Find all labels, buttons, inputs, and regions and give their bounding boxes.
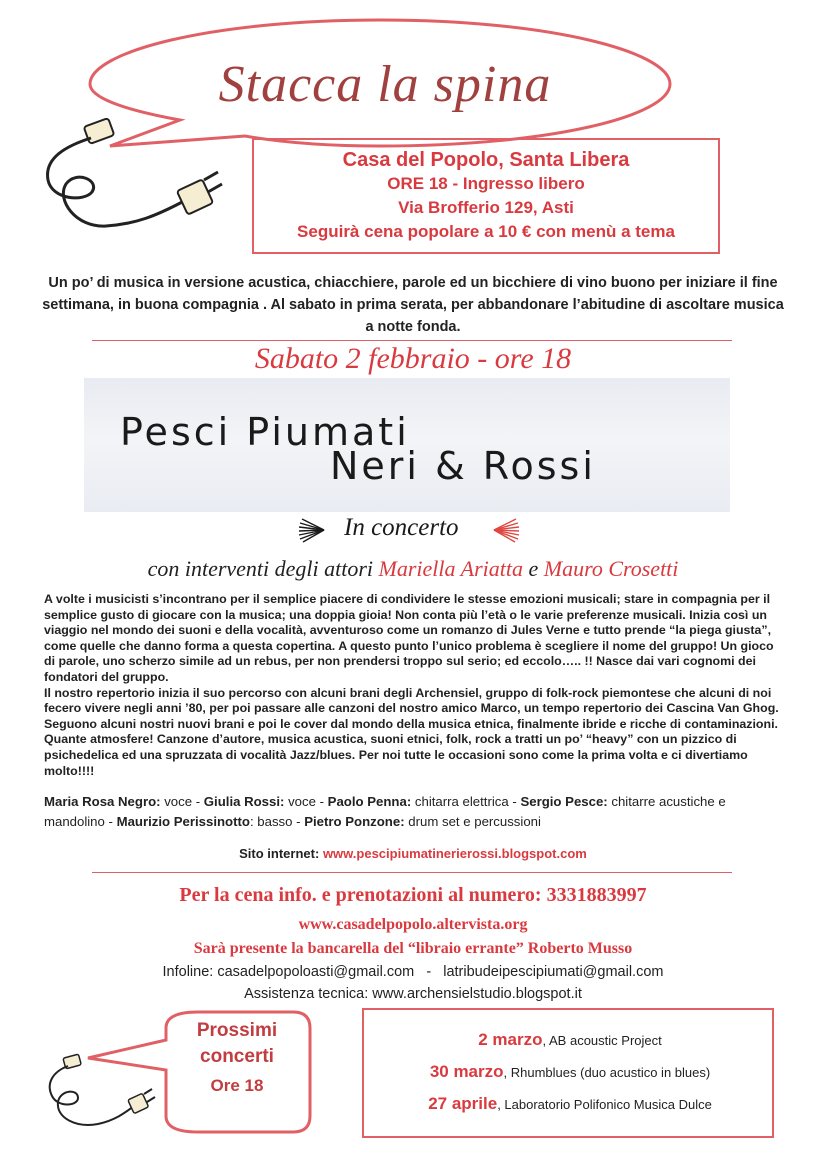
guests-conj: e	[528, 556, 539, 581]
actor-name: Mauro Crosetti	[543, 556, 679, 581]
member-name: Maurizio Perissinotto	[116, 814, 250, 829]
member-role: voce	[288, 794, 316, 809]
member-role: chitarra elettrica	[414, 794, 509, 809]
next-date-row: 2 marzo, AB acoustic Project	[478, 1030, 662, 1049]
event-date: Sabato 2 febbraio - ore 18	[254, 342, 572, 375]
band-name-line1: Pesci Piumati	[120, 410, 410, 454]
band-name-line2: Neri & Rossi	[330, 444, 596, 488]
member-role: voce	[164, 794, 193, 809]
bookstall-note: Sarà presente la bancarella del “libraio errante” Roberto Musso	[193, 940, 633, 957]
member-name: Maria Rosa Negro:	[44, 794, 161, 809]
venue-box	[252, 138, 720, 254]
member-name: Giulia Rossi:	[203, 794, 285, 809]
next-dates-box	[362, 1008, 774, 1138]
member-role: chitarre acustiche e mandolino	[44, 794, 726, 829]
infoline-row: Infoline: casadelpopoloasti@gmail.com - latribudeipescipiumati@gmail.com	[162, 964, 664, 980]
assist-label: Assistenza tecnica:	[244, 986, 369, 1002]
fan-icon	[490, 517, 520, 543]
member-name: Sergio Pesce:	[520, 794, 608, 809]
concert-label: In concerto	[344, 514, 459, 541]
infoline-label: Infoline:	[162, 964, 214, 980]
tech-assist-row	[40, 986, 786, 1002]
next-label-3: Ore 18	[210, 1076, 264, 1095]
venue-dinner: Seguirà cena popolare a 10 € con menù a tema	[297, 222, 675, 241]
concert-date: 27 aprile	[428, 1094, 498, 1113]
band-members: Maria Rosa Negro: voce - Giulia Rossi: voce - Paolo Penna: chitarra elettrica - Sergio Pesce: chitarre acustiche e mandolino - Maurizio Perissinotto: basso - Pietro Ponzone: drum set e percussioni	[44, 794, 726, 829]
concert-date: 2 marzo	[478, 1030, 543, 1049]
venue-name: Casa del Popolo, Santa Libera	[342, 149, 630, 171]
member-role: drum set e percussioni	[408, 814, 541, 829]
website-row	[40, 846, 786, 861]
plug-icon	[36, 118, 226, 238]
booking-phone: Per la cena info. e prenotazioni al numero: 3331883997	[179, 884, 647, 906]
next-concerts-label	[172, 1018, 302, 1098]
fan-icon	[298, 517, 328, 543]
divider	[92, 340, 732, 341]
venue-time: ORE 18 - Ingresso libero	[387, 174, 585, 193]
member-name: Paolo Penna:	[327, 794, 412, 809]
casa-website-link[interactable]: www.casadelpopolo.altervista.org	[298, 916, 528, 933]
intro-text: Un po’ di musica in versione acustica, chiacchiere, parole ed un bicchiere di vino buono per iniziare il fine settimana, in buona compagnia . Al sabato in prima serata, per abbandonare l’abitudine di ascoltare musica a notte fonda.	[42, 275, 784, 335]
concert-act: Laboratorio Polifonico Musica Dulce	[504, 1097, 712, 1112]
next-label-2: concerti	[200, 1046, 274, 1067]
concert-date: 30 marzo	[429, 1062, 504, 1081]
poster-title: Stacca la spina	[218, 56, 552, 113]
concert-act: AB acoustic Project	[549, 1033, 662, 1048]
assist-link[interactable]: www.archensielstudio.blogspot.it	[372, 986, 582, 1002]
actor-name: Mariella Ariatta	[378, 556, 523, 581]
next-date-row: 30 marzo, Rhumblues (duo acustico in blues)	[429, 1062, 711, 1081]
email-link[interactable]: latribudeipescipiumati@gmail.com	[443, 964, 664, 980]
next-label-1: Prossimi	[196, 1020, 278, 1041]
description-paragraph: A volte i musicisti s’incontrano per il semplice piacere di condividere le stesse emozioni musicali; stare in compagnia per il semplice gusto di giocare con la musica; una doppia gioia! Non conta più l’età o le varie preferenze musicali. Inizia così un viaggio nel mondo dei suoni e della vocalità, avventuroso come un romanzo di Jules Verne e tutto prende “la piega giusta”, come quelle che danno forma a questa copertina. A questo punto l’unico problema è scegliere il nome del gruppo! Un gioco di parole, uno scherzo simile ad un rebus, per non prendersi troppo sul serio; ed eccolo….. !! Nasce dai vari cognomi dei fondatori del gruppo.	[44, 592, 774, 684]
email-link[interactable]: casadelpopoloasti@gmail.com	[217, 964, 415, 980]
website-label: Sito internet:	[239, 846, 320, 861]
plug-icon	[46, 1052, 156, 1132]
band-description	[44, 592, 784, 779]
guests-prefix: con interventi degli attori	[147, 556, 374, 581]
member-name: Pietro Ponzone:	[304, 814, 405, 829]
guests-line	[40, 556, 786, 582]
concert-act: Rhumblues (duo acustico in blues)	[510, 1065, 711, 1080]
venue-address: Via Brofferio 129, Asti	[398, 198, 574, 217]
website-link[interactable]: www.pescipiumatinerierossi.blogspot.com	[322, 846, 587, 861]
divider	[92, 872, 732, 873]
next-date-row: 27 aprile, Laboratorio Polifonico Musica Dulce	[428, 1094, 712, 1113]
member-role: basso	[257, 814, 293, 829]
description-paragraph: Il nostro repertorio inizia il suo percorso con alcuni brani degli Archensiel, gruppo di folk-rock piemontese che alcuni di noi fecero vivere negli anni ’80, per poi passare alle canzoni del nostro amico Marco, un tempo repertorio dei Cascina Van Ghog. Seguono alcuni nostri nuovi brani e poi le cover dal mondo della musica etnica, finalmente ibride e ricche di contaminazioni. Quante atmosfere! Canzone d’autore, musica acustica, suoni etnici, folk, rock a tratti un po’ “heavy” con un pizzico di psichedelica ed una spruzzata di vocalità Jazz/blues. Per noi tutte le occasioni sono come la prima volta e ci divertiamo molto!!!!	[44, 685, 779, 778]
